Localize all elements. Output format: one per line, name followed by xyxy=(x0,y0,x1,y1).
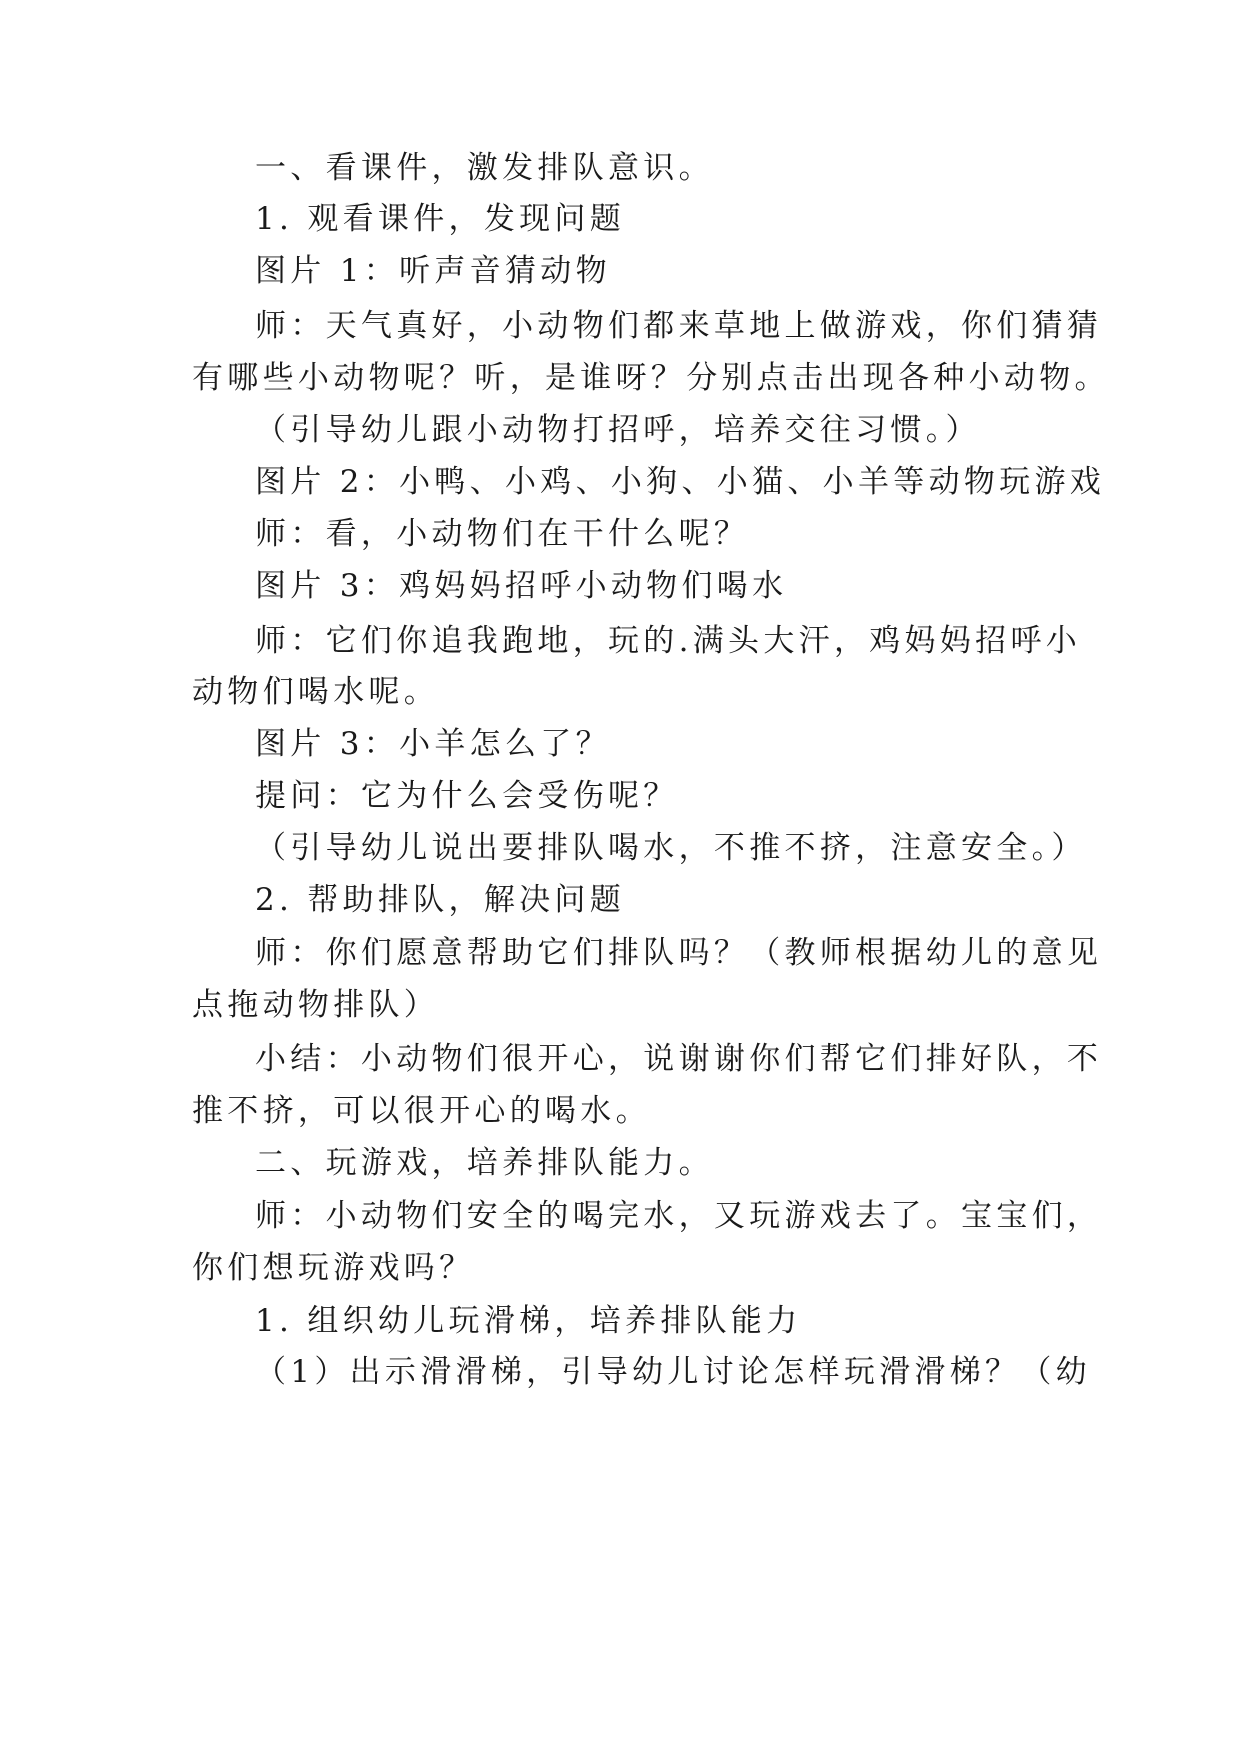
paragraph-line: （引导幼儿跟小动物打招呼，培养交往习惯。） xyxy=(255,412,981,448)
paragraph-line: 师：它们你追我跑地，玩的.满头大汗，鸡妈妈招呼小 xyxy=(255,623,1082,659)
picture-caption-1: 图片 1：听声音猜动物 xyxy=(255,253,611,289)
paragraph-line: 师：看，小动物们在干什么呢？ xyxy=(255,516,750,552)
paragraph-line: 师：小动物们安全的喝完水，又玩游戏去了。宝宝们， xyxy=(255,1198,1103,1234)
paragraph-line: 提问：它为什么会受伤呢？ xyxy=(255,778,679,814)
paragraph-line: （1）出示滑滑梯，引导幼儿讨论怎样玩滑滑梯？（幼 xyxy=(255,1354,1091,1390)
picture-caption-4: 图片 3：小羊怎么了？ xyxy=(255,726,611,762)
picture-caption-3: 图片 3：鸡妈妈招呼小动物们喝水 xyxy=(255,568,788,604)
section-heading-2: 二、玩游戏，培养排队能力。 xyxy=(255,1145,714,1181)
paragraph-line: 有哪些小动物呢？听，是谁呀？分别点击出现各种小动物。 xyxy=(192,360,1110,396)
paragraph-line: 师：天气真好，小动物们都来草地上做游戏，你们猜猜 xyxy=(255,308,1103,344)
paragraph-line: 点拖动物排队） xyxy=(192,987,440,1023)
subheading-3: 1. 组织幼儿玩滑梯，培养排队能力 xyxy=(255,1303,802,1339)
paragraph-line: （引导幼儿说出要排队喝水，不推不挤，注意安全。） xyxy=(255,830,1087,866)
paragraph-line: 师：你们愿意帮助它们排队吗？（教师根据幼儿的意见 xyxy=(255,935,1103,971)
subheading-1: 1. 观看课件，发现问题 xyxy=(255,201,626,237)
paragraph-line: 推不挤，可以很开心的喝水。 xyxy=(192,1093,651,1129)
section-heading-1: 一、看课件，激发排队意识。 xyxy=(255,150,714,186)
picture-caption-2: 图片 2：小鸭、小鸡、小狗、小猫、小羊等动物玩游戏 xyxy=(255,464,1106,500)
paragraph-line: 动物们喝水呢。 xyxy=(192,674,440,710)
paragraph-line: 小结：小动物们很开心，说谢谢你们帮它们排好队，不 xyxy=(255,1041,1103,1077)
paragraph-line: 你们想玩游戏吗？ xyxy=(192,1250,475,1286)
subheading-2: 2. 帮助排队，解决问题 xyxy=(255,882,626,918)
